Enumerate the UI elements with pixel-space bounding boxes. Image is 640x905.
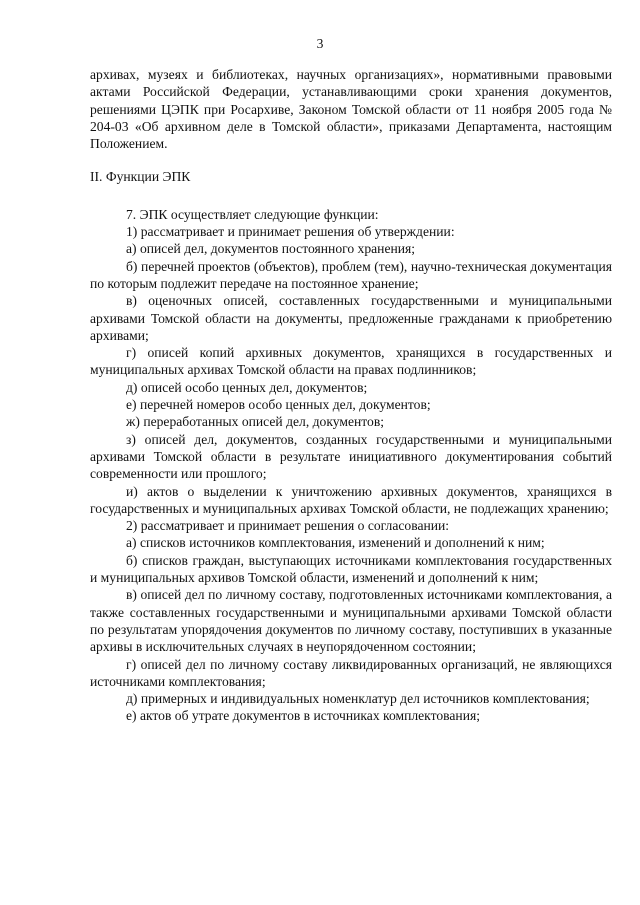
paragraph-approval-a: а) описей дел, документов постоянного хранения; [126, 241, 416, 257]
document-body [90, 66, 612, 725]
paragraph-approval-d: д) описей особо ценных дел, документов; [126, 379, 368, 395]
paragraph-approval-i: и) актов о выделении к уничтожению архивных документов, хранящихся в государственных и муниципальных архивах Томской области, не подлежащих хранению; [90, 483, 612, 516]
intro-paragraph: архивах, музеях и библиотеках, научных организациях», нормативными правовыми актами Российской Федерации, устанавливающими сроки хранения документов, решениями ЦЭПК при Росархиве, Законом Томской области от 11 ноября 2005 года № 204-03 «Об архивном деле в Томской области», приказами Департамента, настоящим Положением. [90, 67, 612, 152]
paragraph-approval-heading: 1) рассматривает и принимает решения об утверждении: [126, 224, 455, 240]
paragraph-approval-v: в) оценочных описей, составленных государственными и муниципальными архивами Томской области на документы, предложенные гражданами к приобретению архивами; [90, 293, 612, 343]
paragraph-approval-g: г) описей копий архивных документов, хранящихся в государственных и муниципальных архивах Томской области на правах подлинников; [90, 345, 612, 378]
paragraph-agreement-d: д) примерных и индивидуальных номенклатур дел источников комплектования; [126, 691, 590, 707]
paragraph-agreement-e: е) актов об утрате документов в источниках комплектования; [126, 708, 481, 724]
paragraph-functions-intro: 7. ЭПК осуществляет следующие функции: [126, 206, 379, 222]
section-title: II. Функции ЭПК [90, 169, 191, 185]
paragraph-agreement-heading: 2) рассматривает и принимает решения о согласовании: [126, 518, 450, 534]
paragraph-agreement-a: а) списков источников комплектования, изменений и дополнений к ним; [126, 535, 545, 551]
paragraph-agreement-g: г) описей дел по личному составу ликвидированных организаций, не являющихся источниками комплектования; [90, 656, 612, 689]
paragraph-agreement-v: в) описей дел по личному составу, подготовленных источниками комплектования, а также составленных государственными и муниципальными архивами Томской области по результатам упорядочения документов по личному составу, поступивших в указанные архивы в исключительных случаях в неупорядоченном состоянии; [90, 587, 612, 655]
paragraph-approval-zh: ж) переработанных описей дел, документов; [126, 414, 385, 430]
page-number: 3 [316, 36, 324, 51]
paragraph-agreement-b: б) списков граждан, выступающих источниками комплектования государственных и муниципальных архивов Томской области, изменений и дополнений к ним; [90, 552, 612, 586]
paragraph-approval-b: б) перечней проектов (объектов), проблем (тем), научно-техническая документация по которым подлежит передаче на постоянное хранение; [90, 258, 612, 291]
paragraph-approval-z: з) описей дел, документов, созданных государственными и муниципальными архивами Томской области в результате инициативного документирования событий современности или прошлого; [90, 431, 612, 482]
paragraph-approval-e: е) перечней номеров особо ценных дел, документов; [126, 397, 431, 413]
